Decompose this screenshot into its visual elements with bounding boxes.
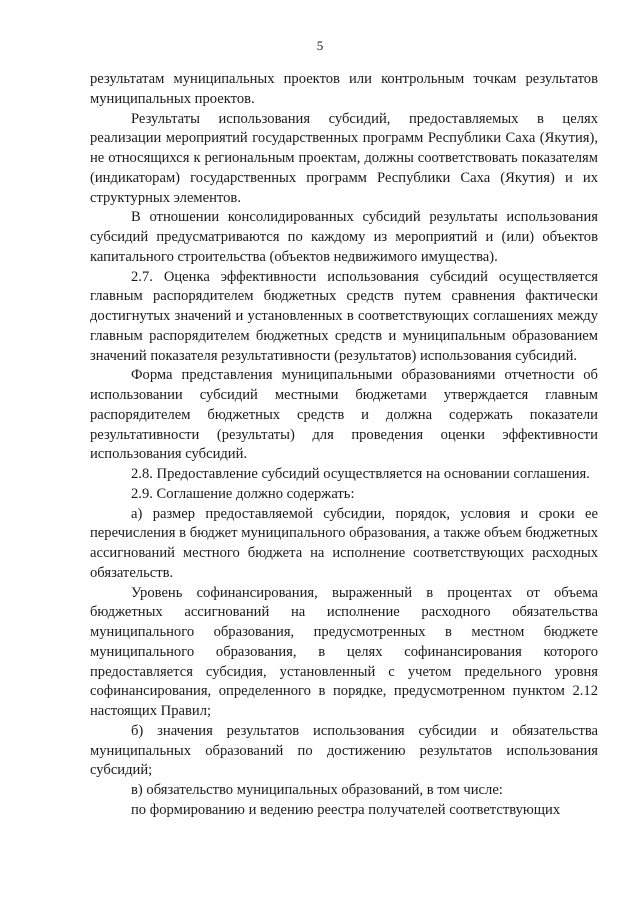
paragraph-2-7: 2.7. Оценка эффективности использования субсидий осуществляется главным распорядителем бюджетных средств путем сравнения фактически достигнутых значений и установленных в соответствующих соглашениях между главным распорядителем бюджетных средств и муниципальным образованием значений показателя результативности (результатов) использования субсидий. [90, 268, 598, 364]
paragraph-reporting-form: Форма представления муниципальными образованиями отчетности об использовании субсидий местными бюджетами утверждается главным распорядителем бюджетных средств и должна содержать показатели результативности (результаты) для проведения оценки эффективности использования субсидий. [90, 367, 598, 463]
paragraph-item-b: б) значения результатов использования субсидии и обязательства муниципальных образований по достижению результатов использования субсидий; [90, 722, 598, 779]
paragraph-subsidy-results: Результаты использования субсидий, предоставляемых в целях реализации мероприятий государственных программ Республики Саха (Якутия), не относящихся к региональным проектам, должны соответствовать показателям (индикаторам) государственных программ Республики Саха (Якутия) и их структурных элементов. [90, 110, 598, 206]
paragraph-continuation: результатам муниципальных проектов или контрольным точкам результатов муниципальных проектов. [90, 71, 598, 107]
paragraph-cofinancing-level: Уровень софинансирования, выраженный в процентах от объема бюджетных ассигнований на исполнение расходного обязательства муниципального образования, предусмотренных в местном бюджете муниципального образования, в целях софинансирования которого предоставляется субсидия, установленный с учетом предельного уровня софинансирования, определенного в порядке, предусмотренном пунктом 2.12 настоящих Правил; [90, 584, 598, 719]
page-number: 5 [316, 38, 324, 53]
paragraph-2-9: 2.9. Соглашение должно содержать: [131, 485, 355, 502]
paragraph-consolidated-subsidies: В отношении консолидированных субсидий результаты использования субсидий предусматриваются по каждому из мероприятий и (или) объектов капитального строительства (объектов недвижимого имущества). [90, 209, 598, 265]
paragraph-item-v: в) обязательство муниципальных образований, в том числе: [131, 782, 503, 798]
paragraph-item-a: а) размер предоставляемой субсидии, порядок, условия и сроки ее перечисления в бюджет муниципального образования, а также объем бюджетных ассигнований местного бюджета на исполнение соответствующих расходных обязательств. [90, 505, 598, 581]
paragraph-registry: по формированию и ведению реестра получателей соответствующих [131, 801, 561, 818]
document-body [90, 70, 598, 821]
paragraph-2-8: 2.8. Предоставление субсидий осуществляется на основании соглашения. [131, 466, 590, 482]
